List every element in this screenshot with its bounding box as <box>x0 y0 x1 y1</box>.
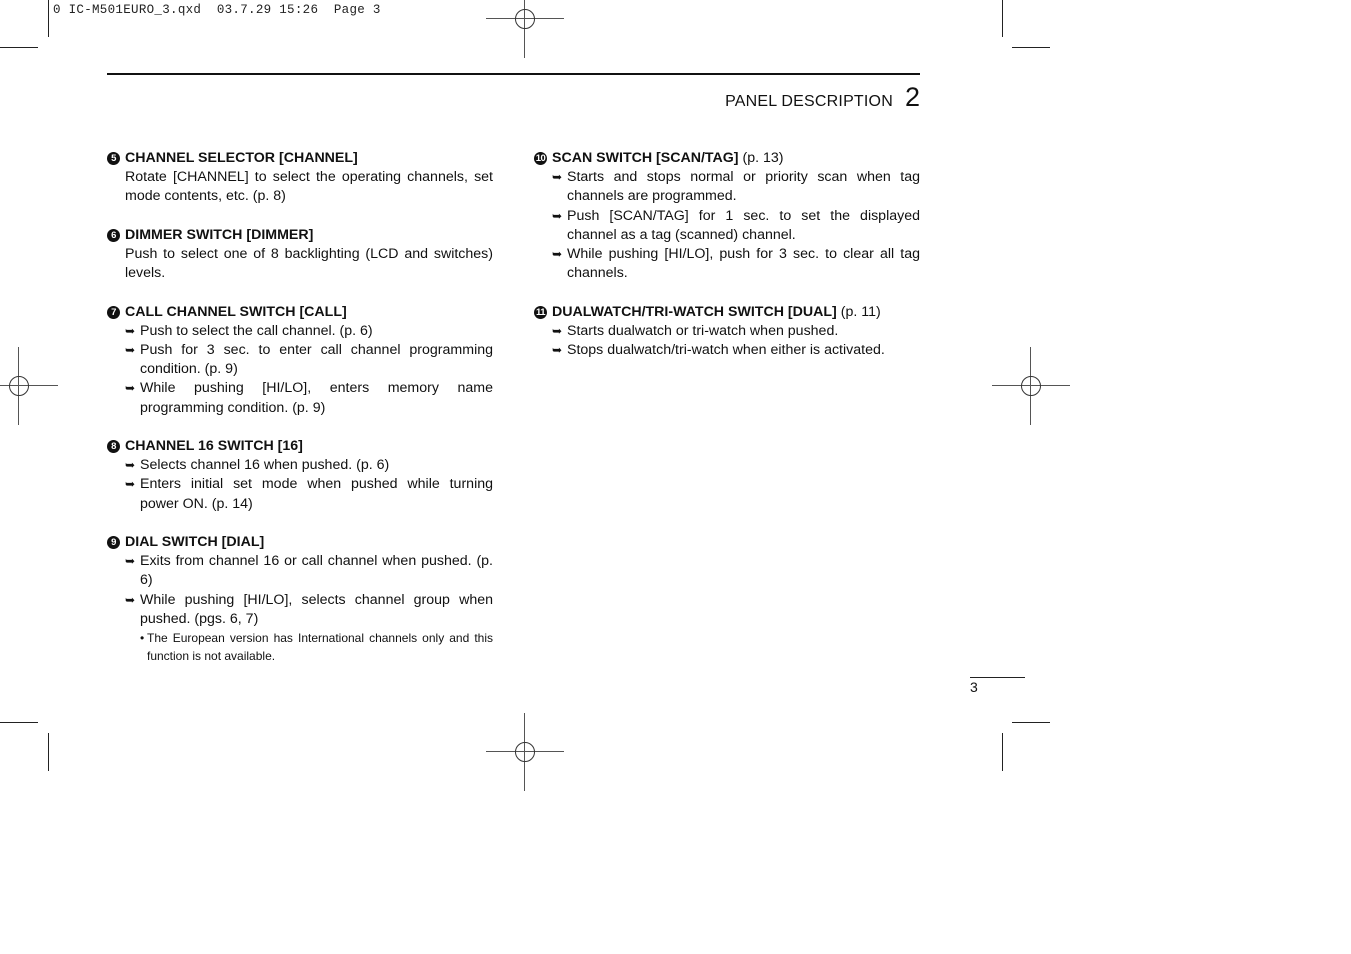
crop-mark <box>1012 47 1050 48</box>
arrow-bullet-icon: ➥ <box>552 208 563 223</box>
dot-bullet-icon: • <box>140 631 145 646</box>
section-title: PANEL DESCRIPTION <box>725 93 893 110</box>
arrow-bullet-icon: ➥ <box>125 458 136 473</box>
page-number-rule <box>970 677 1025 678</box>
right-column <box>534 149 920 379</box>
item-number-icon: 10 <box>535 153 546 164</box>
left-column <box>107 149 493 684</box>
list-item: ➥ While pushing [HI/LO], selects channel group when pushed. (pgs. 6, 7) <box>107 591 493 629</box>
item-heading: DIAL SWITCH [DIAL] <box>125 534 265 550</box>
page-reference: (p. 11) <box>840 303 881 320</box>
item-dualwatch-switch <box>534 303 920 361</box>
arrow-bullet-icon: ➥ <box>125 381 136 396</box>
item-channel-selector <box>107 149 493 207</box>
registration-mark-icon <box>0 347 58 425</box>
arrow-bullet-icon: ➥ <box>125 477 136 492</box>
item-heading: CHANNEL SELECTOR [CHANNEL] <box>125 150 358 166</box>
header-rule <box>107 73 920 75</box>
arrow-bullet-icon: ➥ <box>125 343 136 357</box>
list-item: ➥ Push [SCAN/TAG] for 1 sec. to set the displayed channel as a tag (scanned) channel. <box>534 207 920 245</box>
item-number-icon: 5 <box>107 152 120 165</box>
page-number: 3 <box>970 679 978 695</box>
item-scan-switch <box>534 149 920 283</box>
note: • The European version has International channels only and this function is not available. <box>140 631 493 664</box>
item-call-channel-switch <box>107 303 493 418</box>
arrow-bullet-icon: ➥ <box>125 592 136 607</box>
list-item: ➥ Push to select the call channel. (p. 6) <box>107 322 493 341</box>
list-item: ➥ Selects channel 16 when pushed. (p. 6) <box>107 456 493 475</box>
arrow-bullet-icon: ➥ <box>552 343 563 358</box>
list-item: ➥ Push for 3 sec. to enter call channel programming condition. (p. 9) <box>107 341 493 379</box>
crop-mark <box>1002 0 1003 37</box>
list-item: ➥ While pushing [HI/LO], push for 3 sec. to clear all tag channels. <box>534 245 920 283</box>
page-reference: (p. 13) <box>742 150 784 166</box>
arrow-bullet-icon: ➥ <box>125 554 136 569</box>
list-item: ➥ Enters initial set mode when pushed while turning power ON. (p. 14) <box>107 475 493 513</box>
list-item: ➥ Starts and stops normal or priority scan when tag channels are programmed. <box>534 168 920 206</box>
item-heading: DUALWATCH/TRI-WATCH SWITCH [DUAL] <box>552 303 837 320</box>
arrow-bullet-icon: ➥ <box>552 323 563 338</box>
list-item: ➥ Exits from channel 16 or call channel when pushed. (p. 6) <box>107 552 493 590</box>
list-item: ➥ Stops dualwatch/tri-watch when either is activated. <box>534 341 920 360</box>
crop-mark <box>1012 722 1050 723</box>
file-slug: 0 IC-M501EURO_3.qxd 03.7.29 15:26 Page 3 <box>53 3 381 17</box>
registration-mark-icon <box>992 347 1070 425</box>
item-dial-switch <box>107 533 493 665</box>
crop-mark <box>48 0 49 37</box>
crop-mark <box>1002 733 1003 771</box>
list-item: ➥ While pushing [HI/LO], enters memory name programming condition. (p. 9) <box>107 379 493 417</box>
item-heading: SCAN SWITCH [SCAN/TAG] <box>552 150 739 166</box>
page-header <box>725 82 920 113</box>
item-number-icon: 6 <box>107 229 120 242</box>
crop-mark <box>0 722 38 723</box>
item-number-icon: 8 <box>107 440 120 453</box>
item-heading: CHANNEL 16 SWITCH [16] <box>125 438 303 454</box>
item-number-icon: 9 <box>107 536 120 549</box>
arrow-bullet-icon: ➥ <box>552 247 563 262</box>
item-number-icon: 7 <box>107 306 120 319</box>
item-channel-16-switch <box>107 437 493 514</box>
chapter-number: 2 <box>904 82 920 112</box>
item-body: Push to select one of 8 backlighting (LCD and switches) levels. <box>125 246 493 282</box>
item-dimmer-switch <box>107 226 493 284</box>
crop-mark <box>48 733 49 771</box>
arrow-bullet-icon: ➥ <box>125 323 136 338</box>
item-body: Rotate [CHANNEL] to select the operating channels, set mode contents, etc. (p. 8) <box>125 169 493 205</box>
arrow-bullet-icon: ➥ <box>552 170 563 185</box>
registration-mark-icon <box>486 0 564 58</box>
item-number-icon: 11 <box>535 306 546 318</box>
list-item: ➥ Starts dualwatch or tri-watch when pushed. <box>534 322 920 341</box>
item-heading: DIMMER SWITCH [DIMMER] <box>125 226 314 243</box>
registration-mark-icon <box>486 713 564 791</box>
crop-mark <box>0 47 38 48</box>
item-heading: CALL CHANNEL SWITCH [CALL] <box>125 303 347 320</box>
